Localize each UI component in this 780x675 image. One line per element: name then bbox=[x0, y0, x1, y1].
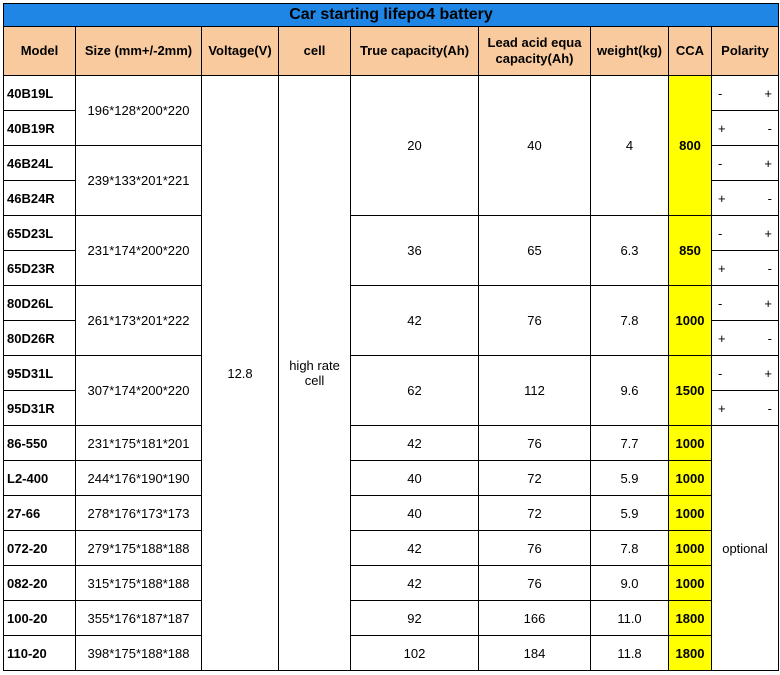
weight-cell: 5.9 bbox=[591, 461, 669, 496]
true-capacity-cell: 102 bbox=[351, 636, 479, 671]
voltage-cell: 12.8 bbox=[202, 76, 279, 671]
header-voltage: Voltage(V) bbox=[202, 27, 279, 76]
header-lead-acid-capacity: Lead acid equa capacity(Ah) bbox=[479, 27, 591, 76]
cca-cell: 1800 bbox=[669, 636, 712, 671]
cca-cell: 1000 bbox=[669, 461, 712, 496]
cell-type: high rate cell bbox=[279, 76, 351, 671]
polarity-cell bbox=[712, 321, 779, 356]
model-cell: 95D31R bbox=[4, 391, 76, 426]
lead-acid-cell: 72 bbox=[479, 461, 591, 496]
lead-acid-cell: 76 bbox=[479, 531, 591, 566]
true-capacity-cell: 42 bbox=[351, 426, 479, 461]
lead-acid-cell: 72 bbox=[479, 496, 591, 531]
polarity-cell bbox=[712, 76, 779, 111]
size-cell: 307*174*200*220 bbox=[76, 356, 202, 426]
polarity-left: - bbox=[718, 365, 723, 381]
cca-cell: 1500 bbox=[669, 356, 712, 426]
model-cell: L2-400 bbox=[4, 461, 76, 496]
model-cell: 86-550 bbox=[4, 426, 76, 461]
polarity-left: + bbox=[718, 330, 726, 346]
model-cell: 46B24R bbox=[4, 181, 76, 216]
polarity-right: - bbox=[767, 120, 772, 136]
cca-cell: 1000 bbox=[669, 531, 712, 566]
header-weight: weight(kg) bbox=[591, 27, 669, 76]
polarity-right: + bbox=[764, 365, 772, 381]
cca-cell: 1000 bbox=[669, 566, 712, 601]
polarity-left: + bbox=[718, 120, 726, 136]
model-cell: 65D23R bbox=[4, 251, 76, 286]
true-capacity-cell: 40 bbox=[351, 461, 479, 496]
true-capacity-cell: 42 bbox=[351, 286, 479, 356]
lead-acid-cell: 184 bbox=[479, 636, 591, 671]
lead-acid-cell: 65 bbox=[479, 216, 591, 286]
weight-cell: 11.8 bbox=[591, 636, 669, 671]
model-cell: 110-20 bbox=[4, 636, 76, 671]
size-cell: 231*175*181*201 bbox=[76, 426, 202, 461]
model-cell: 27-66 bbox=[4, 496, 76, 531]
cca-cell: 850 bbox=[669, 216, 712, 286]
polarity-right: + bbox=[764, 225, 772, 241]
polarity-right: + bbox=[764, 295, 772, 311]
polarity-cell bbox=[712, 216, 779, 251]
weight-cell: 9.0 bbox=[591, 566, 669, 601]
weight-cell: 9.6 bbox=[591, 356, 669, 426]
true-capacity-cell: 40 bbox=[351, 496, 479, 531]
header-true-capacity: True capacity(Ah) bbox=[351, 27, 479, 76]
header-model: Model bbox=[4, 27, 76, 76]
polarity-cell bbox=[712, 251, 779, 286]
polarity-cell bbox=[712, 181, 779, 216]
polarity-left: - bbox=[718, 225, 723, 241]
size-cell: 231*174*200*220 bbox=[76, 216, 202, 286]
true-capacity-cell: 42 bbox=[351, 566, 479, 601]
size-cell: 398*175*188*188 bbox=[76, 636, 202, 671]
size-cell: 244*176*190*190 bbox=[76, 461, 202, 496]
size-cell: 315*175*188*188 bbox=[76, 566, 202, 601]
weight-cell: 11.0 bbox=[591, 601, 669, 636]
polarity-cell bbox=[712, 356, 779, 391]
model-cell: 100-20 bbox=[4, 601, 76, 636]
polarity-right: - bbox=[767, 330, 772, 346]
cca-cell: 1000 bbox=[669, 426, 712, 461]
true-capacity-cell: 42 bbox=[351, 531, 479, 566]
true-capacity-cell: 62 bbox=[351, 356, 479, 426]
model-cell: 46B24L bbox=[4, 146, 76, 181]
cca-cell: 1000 bbox=[669, 496, 712, 531]
polarity-left: - bbox=[718, 295, 723, 311]
cca-cell: 800 bbox=[669, 76, 712, 216]
lead-acid-cell: 112 bbox=[479, 356, 591, 426]
size-cell: 196*128*200*220 bbox=[76, 76, 202, 146]
lead-acid-cell: 76 bbox=[479, 566, 591, 601]
cca-cell: 1000 bbox=[669, 286, 712, 356]
polarity-right: + bbox=[764, 85, 772, 101]
model-cell: 80D26L bbox=[4, 286, 76, 321]
weight-cell: 7.7 bbox=[591, 426, 669, 461]
weight-cell: 7.8 bbox=[591, 531, 669, 566]
polarity-left: + bbox=[718, 190, 726, 206]
polarity-left: + bbox=[718, 260, 726, 276]
header-cell: cell bbox=[279, 27, 351, 76]
header-size: Size (mm+/-2mm) bbox=[76, 27, 202, 76]
polarity-optional: optional bbox=[712, 426, 779, 671]
polarity-cell bbox=[712, 286, 779, 321]
model-cell: 40B19L bbox=[4, 76, 76, 111]
size-cell: 261*173*201*222 bbox=[76, 286, 202, 356]
battery-spec-table bbox=[3, 3, 779, 671]
polarity-cell bbox=[712, 146, 779, 181]
model-cell: 65D23L bbox=[4, 216, 76, 251]
true-capacity-cell: 36 bbox=[351, 216, 479, 286]
model-cell: 80D26R bbox=[4, 321, 76, 356]
true-capacity-cell: 20 bbox=[351, 76, 479, 216]
weight-cell: 5.9 bbox=[591, 496, 669, 531]
lead-acid-cell: 166 bbox=[479, 601, 591, 636]
lead-acid-cell: 76 bbox=[479, 286, 591, 356]
size-cell: 355*176*187*187 bbox=[76, 601, 202, 636]
lead-acid-cell: 40 bbox=[479, 76, 591, 216]
polarity-left: + bbox=[718, 400, 726, 416]
polarity-right: - bbox=[767, 400, 772, 416]
polarity-cell bbox=[712, 111, 779, 146]
header-cca: CCA bbox=[669, 27, 712, 76]
header-polarity: Polarity bbox=[712, 27, 779, 76]
table-title: Car starting lifepo4 battery bbox=[4, 4, 779, 27]
size-cell: 279*175*188*188 bbox=[76, 531, 202, 566]
size-cell: 239*133*201*221 bbox=[76, 146, 202, 216]
size-cell: 278*176*173*173 bbox=[76, 496, 202, 531]
weight-cell: 7.8 bbox=[591, 286, 669, 356]
polarity-left: - bbox=[718, 155, 723, 171]
polarity-right: - bbox=[767, 190, 772, 206]
weight-cell: 6.3 bbox=[591, 216, 669, 286]
weight-cell: 4 bbox=[591, 76, 669, 216]
polarity-cell bbox=[712, 391, 779, 426]
polarity-left: - bbox=[718, 85, 723, 101]
cca-cell: 1800 bbox=[669, 601, 712, 636]
model-cell: 072-20 bbox=[4, 531, 76, 566]
true-capacity-cell: 92 bbox=[351, 601, 479, 636]
polarity-right: - bbox=[767, 260, 772, 276]
polarity-right: + bbox=[764, 155, 772, 171]
model-cell: 082-20 bbox=[4, 566, 76, 601]
lead-acid-cell: 76 bbox=[479, 426, 591, 461]
model-cell: 40B19R bbox=[4, 111, 76, 146]
model-cell: 95D31L bbox=[4, 356, 76, 391]
